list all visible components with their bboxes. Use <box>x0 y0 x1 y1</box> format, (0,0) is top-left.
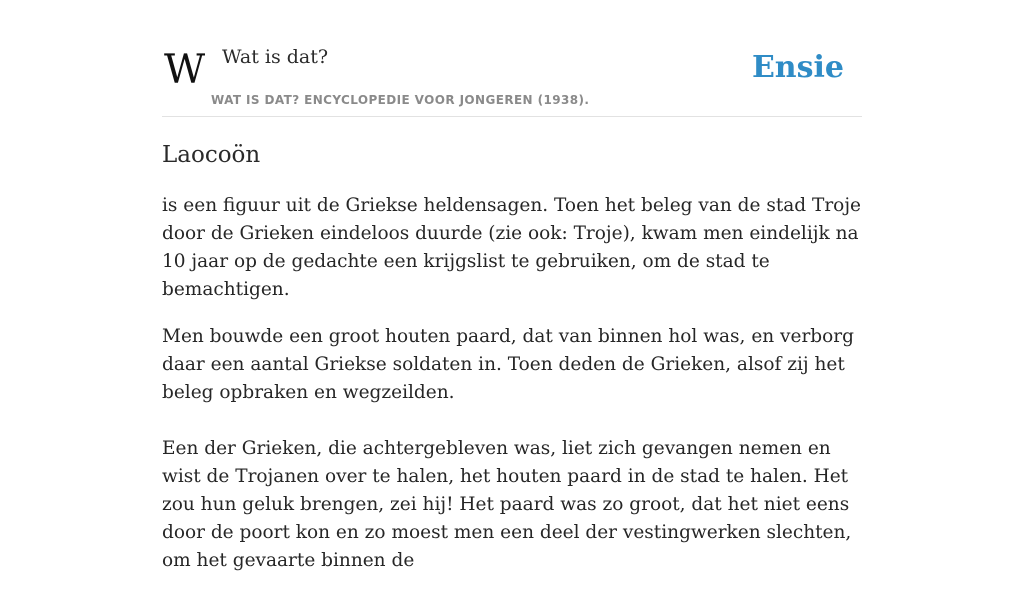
source-title[interactable]: Wat is dat? <box>222 46 329 68</box>
article-paragraph: Men bouwde een groot houten paard, dat van binnen hol was, en verborg daar een aantal Griekse soldaten in. Toen deden de Grieken, alsof zij het beleg opbraken en wegzeilden. Een der Grieken, die achtergebleven was, liet zich gevangen nemen en wist de Trojanen over te halen, het houten paard in de stad te halen. Het zou hun geluk brengen, zei hij! Het paard was zo groot, dat het niet eens door de poort kon en zo moest men een deel der vestingwerken slechten, om het gevaarte binnen de <box>162 326 854 571</box>
svg-text:W: W <box>164 47 206 93</box>
brand-logo[interactable]: Ensie <box>751 50 844 85</box>
article-paragraph: is een figuur uit de Griekse heldensagen. Toen het beleg van de stad Troje door de Grieken eindeloos duurde (zie ook: Troje), kwam men eindelijk na 10 jaar op de gedachte een krijgslist te gebruiken, om de stad te bemachtigen. <box>162 195 862 300</box>
source-header <box>162 36 862 117</box>
article-title: Laocoön <box>162 142 261 168</box>
article <box>162 140 862 594</box>
wikisource-w-icon[interactable] <box>164 47 208 93</box>
source-subtitle: WAT IS DAT? ENCYCLOPEDIE VOOR JONGEREN (1938). <box>211 93 590 107</box>
